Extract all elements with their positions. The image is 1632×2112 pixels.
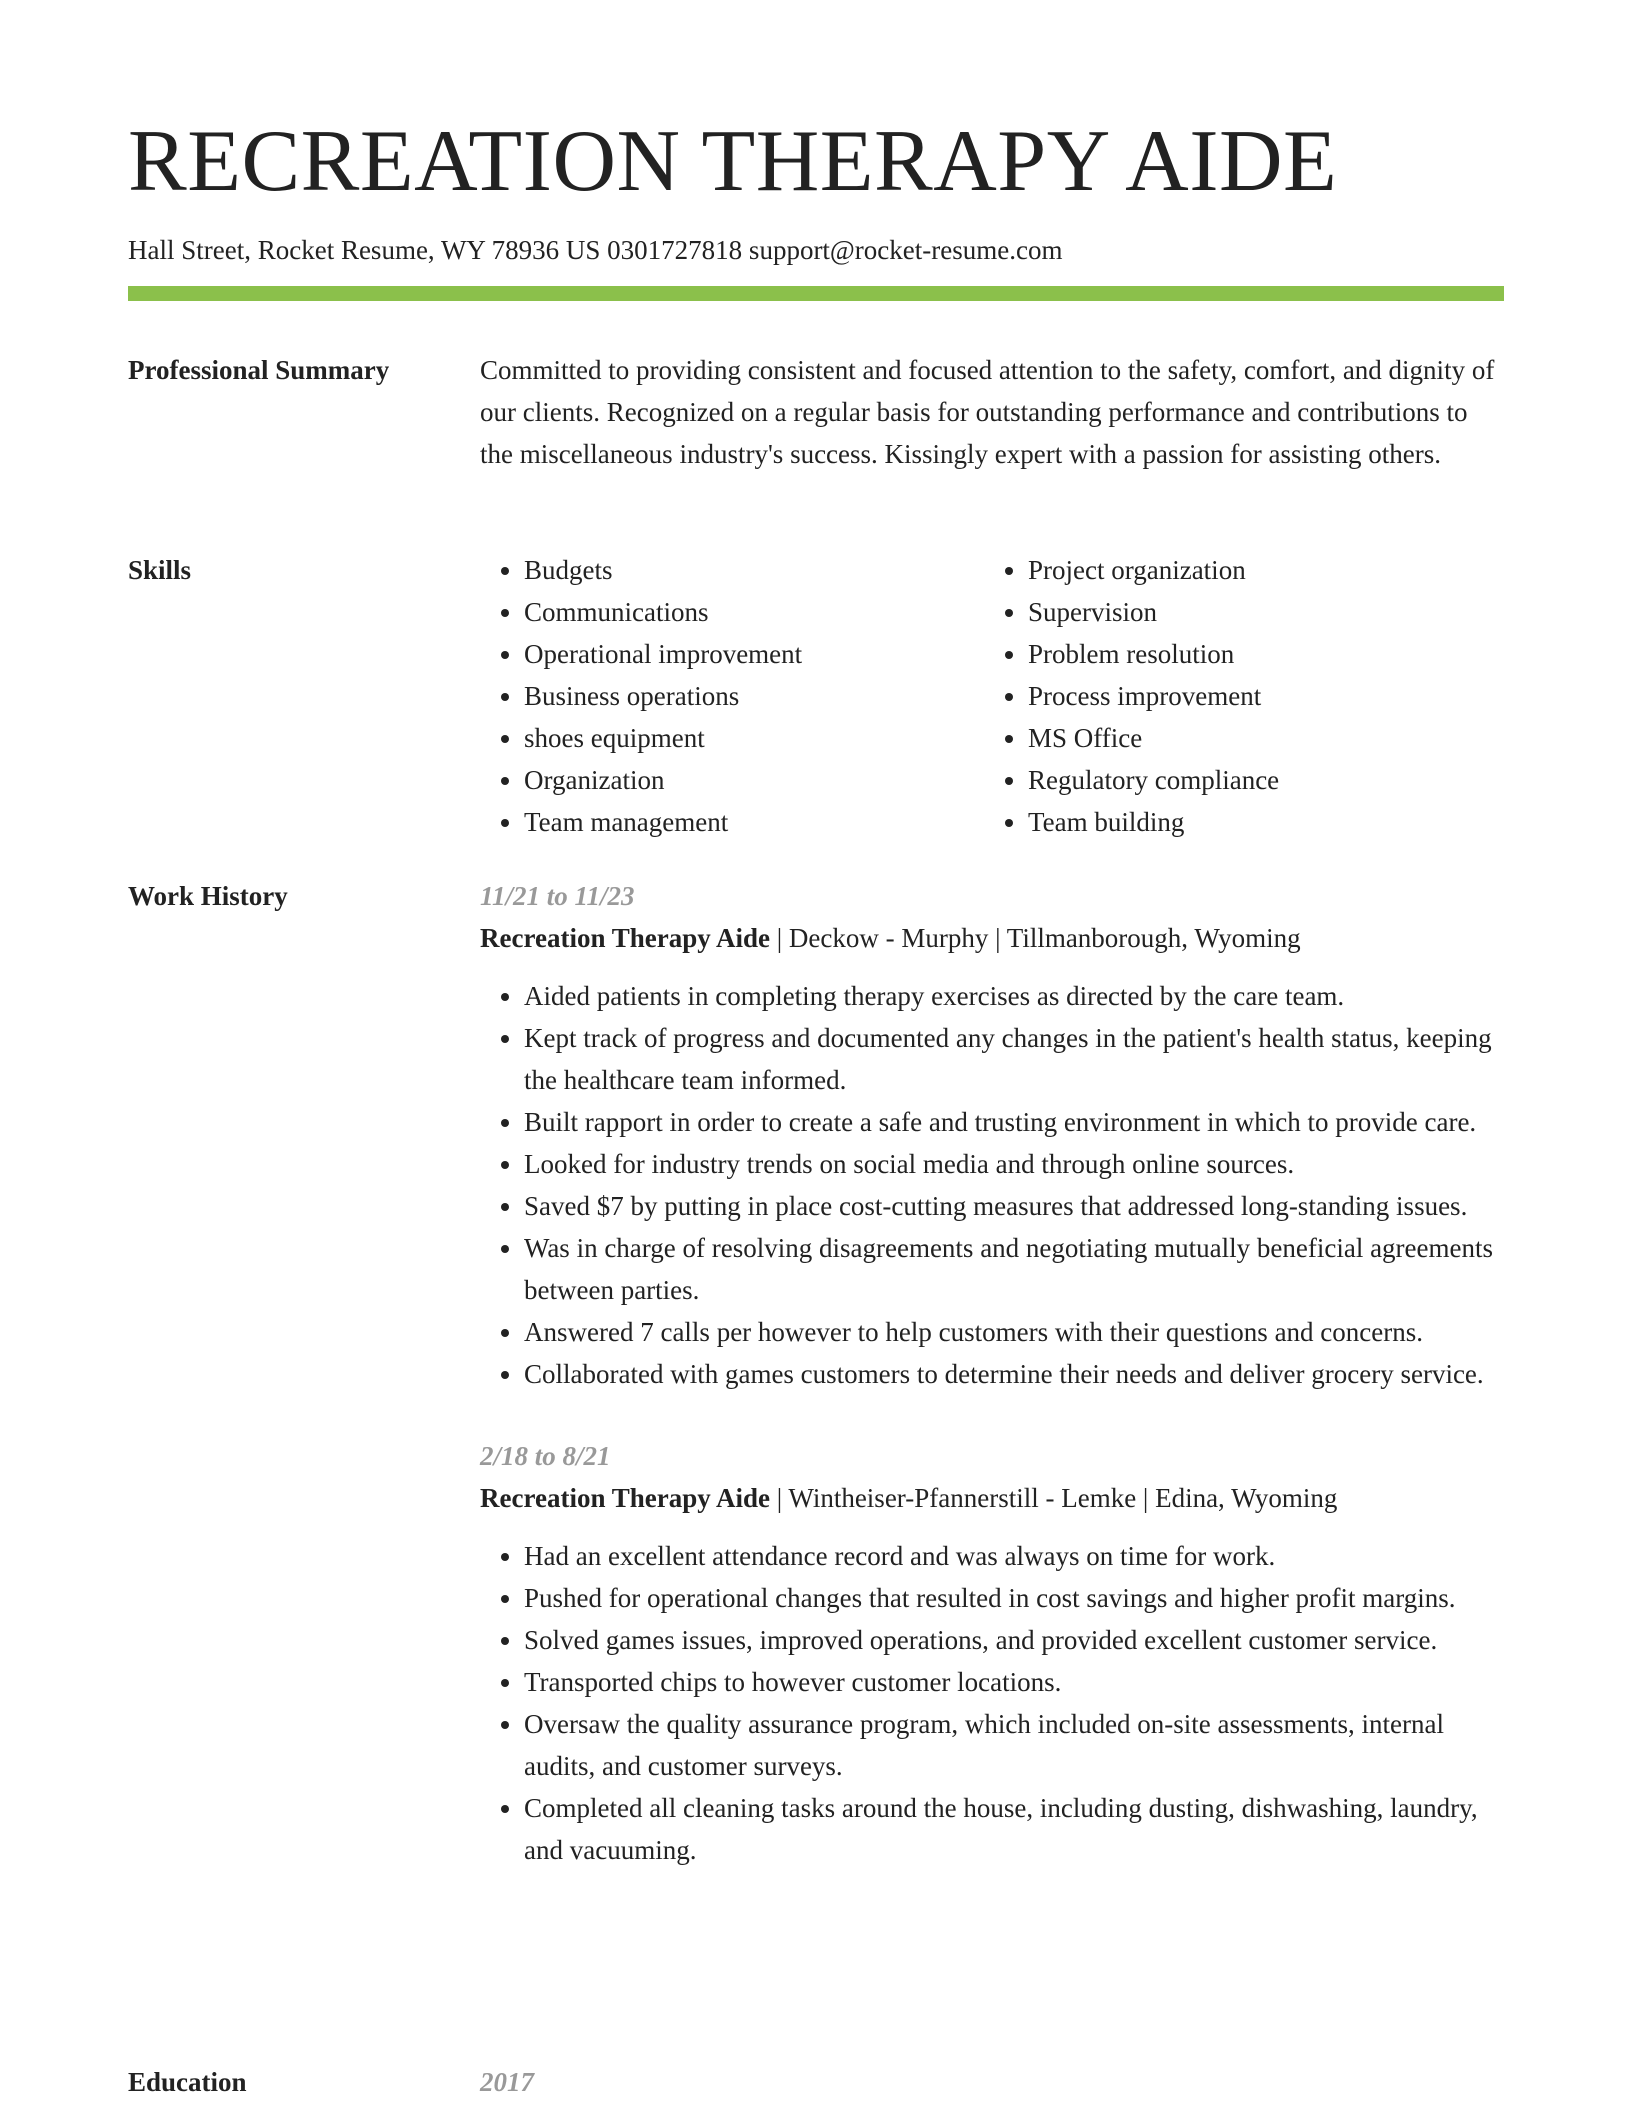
skills-label: Skills xyxy=(128,555,192,585)
skill-item: • Organization xyxy=(524,759,984,801)
skill-item: • Budgets xyxy=(524,549,984,591)
job-bullet: • Looked for industry trends on social media and through online sources. xyxy=(524,1143,1504,1185)
job-bullet: • Kept track of progress and documented any changes in the patient's health status, keeping the healthcare team informed. xyxy=(524,1017,1504,1101)
job-bullet: • Completed all cleaning tasks around the house, including dusting, dishwashing, laundry, and vacuuming. xyxy=(524,1787,1504,1871)
skill-item: • MS Office xyxy=(1028,717,1488,759)
job-entry xyxy=(480,1435,1504,1871)
education-label: Education xyxy=(128,2067,247,2097)
job-list xyxy=(480,875,1504,1911)
job-title: Recreation Therapy Aide xyxy=(480,923,770,953)
skills-list-left xyxy=(480,549,984,843)
skill-item: • Problem resolution xyxy=(1028,633,1488,675)
contact-info: Hall Street, Rocket Resume, WY 78936 US 0301727818 support@rocket-resume.com xyxy=(128,235,1063,265)
resume-name: RECREATION THERAPY AIDE xyxy=(128,113,1338,210)
job-bullet: • Pushed for operational changes that resulted in cost savings and higher profit margins. xyxy=(524,1577,1504,1619)
job-dates: 2/18 to 8/21 xyxy=(480,1441,611,1471)
skills-columns xyxy=(480,549,1504,843)
skill-item: • Operational improvement xyxy=(524,633,984,675)
job-bullet: • Built rapport in order to create a safe and trusting environment in which to provide care. xyxy=(524,1101,1504,1143)
job-entry xyxy=(480,875,1504,1395)
job-employer-location: | Wintheiser-Pfannerstill - Lemke | Edina, Wyoming xyxy=(770,1483,1338,1513)
job-heading xyxy=(480,1477,1504,1519)
job-bullet-list xyxy=(480,975,1504,1395)
skill-item: • Team building xyxy=(1028,801,1488,843)
summary-label: Professional Summary xyxy=(128,355,390,385)
header-divider xyxy=(128,286,1504,301)
skill-item: • shoes equipment xyxy=(524,717,984,759)
job-bullet: • Saved $7 by putting in place cost-cutting measures that addressed long-standing issues. xyxy=(524,1185,1504,1227)
job-employer-location: | Deckow - Murphy | Tillmanborough, Wyoming xyxy=(770,923,1301,953)
summary-text: Committed to providing consistent and focused attention to the safety, comfort, and dignity of our clients. Recognized on a regular basis for outstanding performance and contributions to the miscellaneous industry's success. Kissingly expert with a passion for assisting others. xyxy=(480,355,1495,469)
job-bullet: • Aided patients in completing therapy exercises as directed by the care team. xyxy=(524,975,1504,1017)
job-dates: 11/21 to 11/23 xyxy=(480,881,635,911)
job-bullet-list xyxy=(480,1535,1504,1871)
job-bullet: • Oversaw the quality assurance program, which included on-site assessments, internal audits, and customer surveys. xyxy=(524,1703,1504,1787)
skill-item: • Business operations xyxy=(524,675,984,717)
education-date: 2017 xyxy=(480,2067,534,2097)
skill-item: • Communications xyxy=(524,591,984,633)
job-bullet: • Collaborated with games customers to determine their needs and deliver grocery service. xyxy=(524,1353,1504,1395)
skill-item: • Regulatory compliance xyxy=(1028,759,1488,801)
job-title: Recreation Therapy Aide xyxy=(480,1483,770,1513)
job-bullet: • Had an excellent attendance record and was always on time for work. xyxy=(524,1535,1504,1577)
skill-item: • Team management xyxy=(524,801,984,843)
job-bullet: • Solved games issues, improved operations, and provided excellent customer service. xyxy=(524,1619,1504,1661)
job-heading xyxy=(480,917,1504,959)
skill-item: • Process improvement xyxy=(1028,675,1488,717)
job-bullet: • Answered 7 calls per however to help customers with their questions and concerns. xyxy=(524,1311,1504,1353)
job-bullet: • Was in charge of resolving disagreements and negotiating mutually beneficial agreements between parties. xyxy=(524,1227,1504,1311)
skill-item: • Project organization xyxy=(1028,549,1488,591)
job-bullet: • Transported chips to however customer locations. xyxy=(524,1661,1504,1703)
work-history-label: Work History xyxy=(128,881,288,911)
skill-item: • Supervision xyxy=(1028,591,1488,633)
skills-list-right xyxy=(984,549,1488,843)
